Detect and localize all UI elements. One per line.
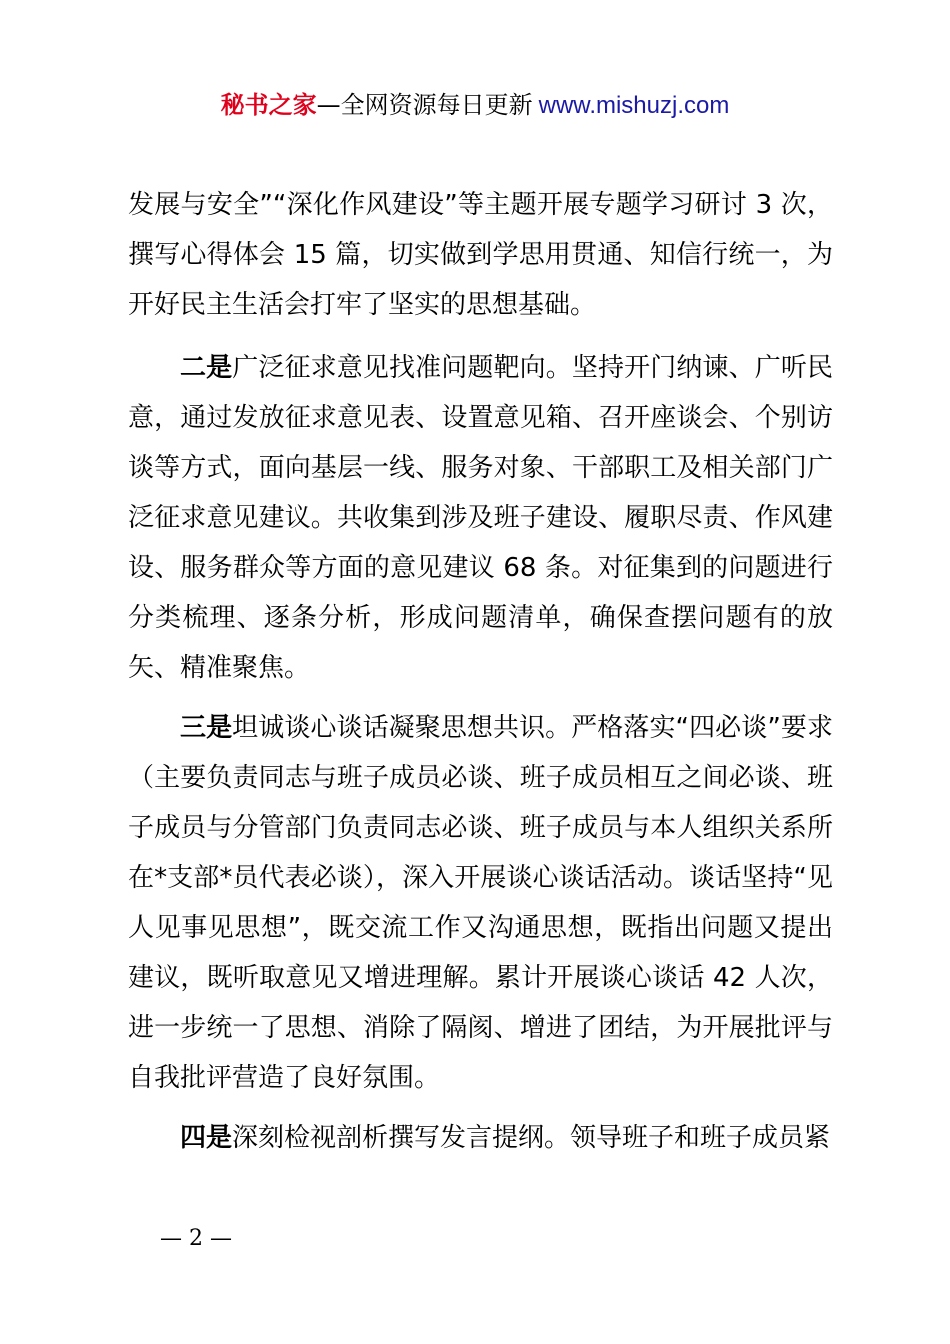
site-header	[0, 88, 950, 123]
paragraph-1	[128, 180, 833, 330]
paragraph-1-text: 发展与安全”“深化作风建设”等主题开展专题学习研讨 3 次，撰写心得体会 15 篇，切实做到学思用贯通、知信行统一，为开好民主生活会打牢了坚实的思想基础。	[128, 190, 833, 320]
paragraph-4-lead: 四是	[180, 1123, 233, 1153]
paragraph-3-text: 坦诚谈心谈话凝聚思想共识。严格落实“四必谈”要求（主要负责同志与班子成员必谈、班子成员相互之间必谈、班子成员与分管部门负责同志必谈、班子成员与本人组织关系所在*支部*员代表必谈），深入开展谈心谈话活动。谈话坚持“见人见事见思想”，既交流工作又沟通思想，既指出问题又提出建议，既听取意见又增进理解。累计开展谈心谈话 42 人次，进一步统一了思想、消除了隔阂、增进了团结，为开展批评与自我批评营造了良好氛围。	[128, 713, 833, 1093]
paragraph-3	[128, 703, 833, 1103]
page-number: — 2 —	[160, 1226, 232, 1251]
paragraph-2-lead: 二是	[180, 353, 233, 383]
paragraph-2-text: 广泛征求意见找准问题靶向。坚持开门纳谏、广听民意，通过发放征求意见表、设置意见箱、召开座谈会、个别访谈等方式，面向基层一线、服务对象、干部职工及相关部门广泛征求意见建议。共收集到涉及班子建设、履职尽责、作风建设、服务群众等方面的意见建议 68 条。对征集到的问题进行分类梳理、逐条分析，形成问题清单，确保查摆问题有的放矢、精准聚焦。	[128, 353, 833, 683]
paragraph-4-text: 深刻检视剖析撰写发言提纲。领导班子和班子成员紧	[232, 1123, 831, 1153]
paragraph-4	[128, 1113, 833, 1163]
header-slogan: —全网资源每日更新	[316, 91, 533, 119]
paragraph-2	[128, 343, 833, 693]
brand-name: 秘书之家	[220, 91, 317, 119]
site-url-link[interactable]: www.mishuzj.com	[538, 92, 730, 119]
paragraph-3-lead: 三是	[180, 713, 233, 743]
